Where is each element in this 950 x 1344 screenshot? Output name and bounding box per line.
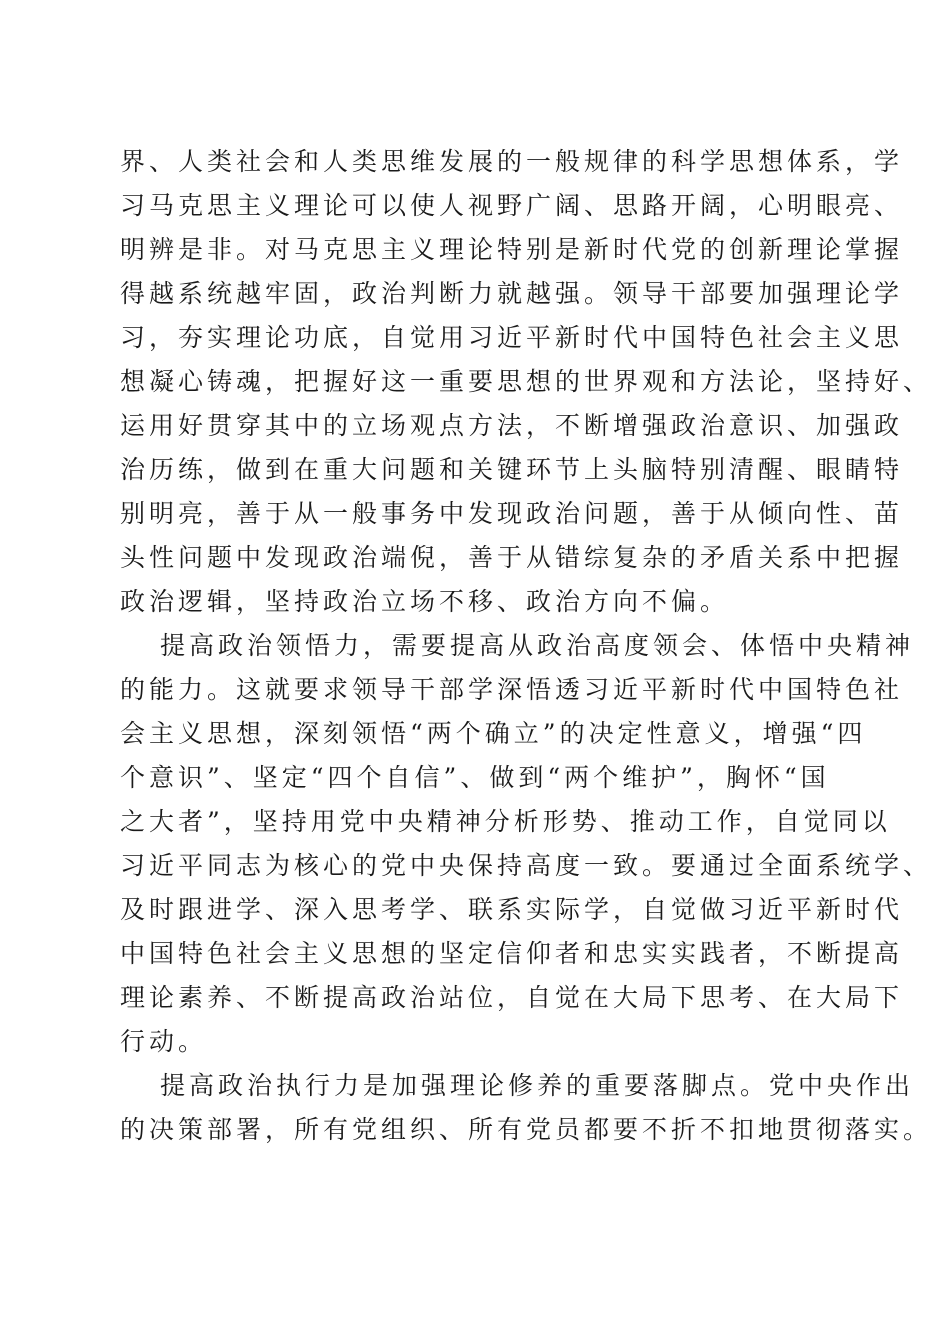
text-line: 行动。: [120, 1027, 208, 1056]
text-line: 得越系统越牢固，政治判断力就越强。领导干部要加强理论学: [120, 279, 904, 308]
text-line: 习，夯实理论功底，自觉用习近平新时代中国特色社会主义思: [120, 323, 904, 352]
text-line: 个意识”、坚定“四个自信”、做到“两个维护”，胸怀“国: [120, 763, 830, 792]
text-line: 的决策部署，所有党组织、所有党员都要不折不扣地贯彻落实。: [120, 1115, 933, 1144]
text-line: 治历练，做到在重大问题和关键环节上头脑特别清醒、眼睛特: [120, 455, 904, 484]
text-line: 的能力。这就要求领导干部学深悟透习近平新时代中国特色社: [120, 675, 904, 704]
text-line: 政治逻辑，坚持政治立场不移、政治方向不偏。: [120, 587, 730, 616]
text-line: 运用好贯穿其中的立场观点方法，不断增强政治意识、加强政: [120, 411, 904, 440]
paragraph-start-line: 提高政治执行力是加强理论修养的重要落脚点。党中央作出: [160, 1071, 915, 1100]
text-line: 界、人类社会和人类思维发展的一般规律的科学思想体系，学: [120, 147, 904, 176]
text-line: 会主义思想，深刻领悟“两个确立”的决定性意义，增强“四: [120, 719, 867, 748]
text-line: 明辨是非。对马克思主义理论特别是新时代党的创新理论掌握: [120, 235, 904, 264]
text-line: 想凝心铸魂，把握好这一重要思想的世界观和方法论，坚持好、: [120, 367, 933, 396]
text-line: 之大者”，坚持用党中央精神分析形势、推动工作，自觉同以: [120, 807, 891, 836]
text-line: 别明亮，善于从一般事务中发现政治问题，善于从倾向性、苗: [120, 499, 904, 528]
text-line: 理论素养、不断提高政治站位，自觉在大局下思考、在大局下: [120, 983, 904, 1012]
paragraph-start-line: 提高政治领悟力，需要提高从政治高度领会、体悟中央精神: [160, 631, 915, 660]
body-text: [120, 140, 933, 1152]
text-line: 习近平同志为核心的党中央保持高度一致。要通过全面系统学、: [120, 851, 933, 880]
text-line: 中国特色社会主义思想的坚定信仰者和忠实实践者，不断提高: [120, 939, 904, 968]
text-line: 头性问题中发现政治端倪，善于从错综复杂的矛盾关系中把握: [120, 543, 904, 572]
text-line: 习马克思主义理论可以使人视野广阔、思路开阔，心明眼亮、: [120, 191, 904, 220]
text-line: 及时跟进学、深入思考学、联系实际学，自觉做习近平新时代: [120, 895, 904, 924]
